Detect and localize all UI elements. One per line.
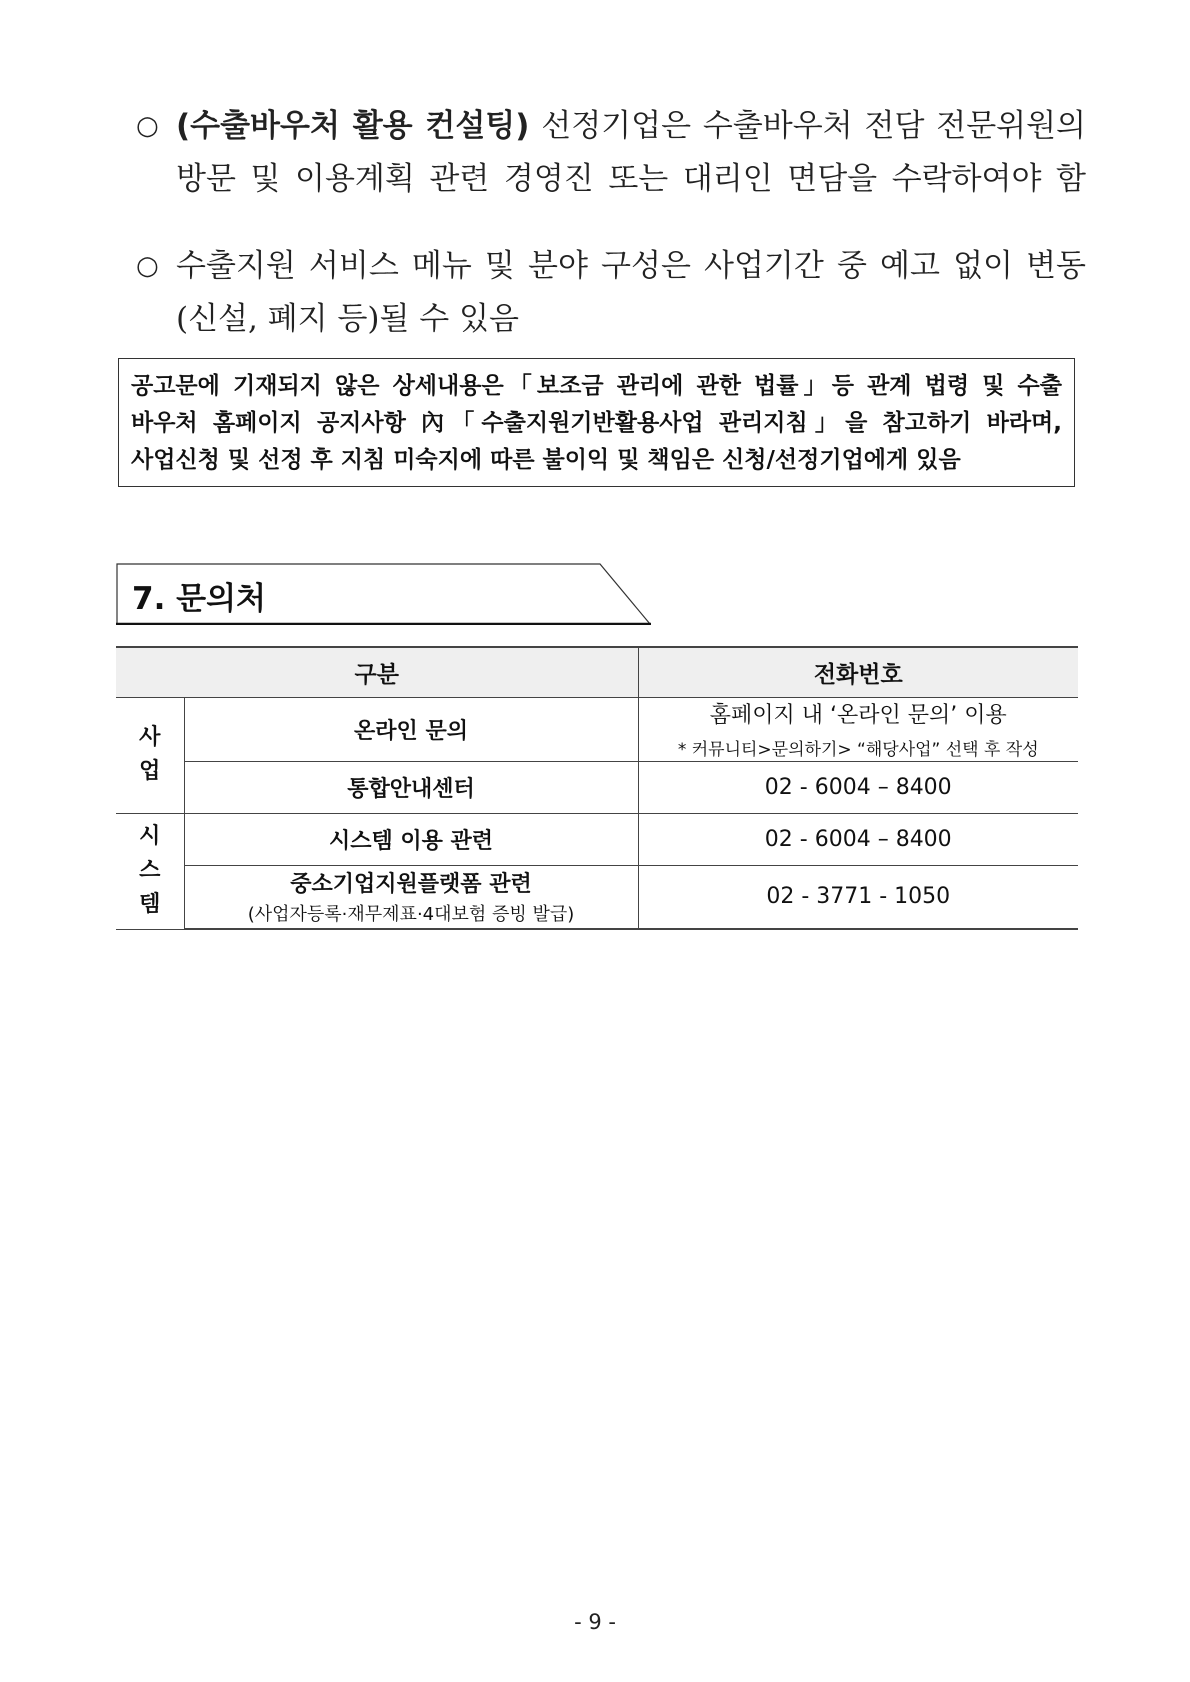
contact-phone: 02 - 6004 – 8400	[638, 813, 1078, 865]
header-category: 구분	[116, 647, 638, 697]
table-row	[116, 865, 1078, 929]
bullet-bold-heading: (수출바우처 활용 컨설팅)	[176, 108, 530, 144]
notice-line: 사업신청 및 선정 후 지침 미숙지에 따른 불이익 및 책임은 신청/선정기업에게 있음	[131, 447, 961, 473]
contact-note: * 커뮤니티>문의하기> “해당사업” 선택 후 작성	[677, 740, 1039, 760]
table-row	[116, 697, 1078, 761]
header-phone: 전화번호	[638, 647, 1078, 697]
group-label-business: 사 업	[116, 697, 184, 813]
bullet-mark: ○	[136, 251, 159, 281]
contact-phone: 02 - 3771 - 1050	[638, 865, 1078, 929]
contact-phone-cell	[638, 697, 1078, 761]
bullet-service-change	[136, 240, 1086, 346]
table-row	[116, 761, 1078, 813]
bullet-line	[136, 100, 1086, 153]
bullet-line: 수출지원 서비스 메뉴 및 분야 구성은 사업기간 중 예고 없이 변동	[176, 248, 1086, 284]
table-row	[116, 813, 1078, 865]
bullet-text: 선정기업은 수출바우처 전담 전문위원의	[529, 108, 1086, 144]
contact-phone: 홈페이지 내 ‘온라인 문의’ 이용	[709, 703, 1007, 728]
contact-table	[116, 646, 1078, 930]
notice-box	[118, 358, 1075, 487]
table-header-row	[116, 647, 1078, 697]
contact-name: 시스템 이용 관련	[184, 813, 638, 865]
bullet-mark: ○	[136, 111, 159, 141]
contact-name: 온라인 문의	[184, 697, 638, 761]
contact-phone: 02 - 6004 – 8400	[638, 761, 1078, 813]
contact-name: 중소기업지원플랫폼 관련	[290, 872, 532, 898]
bullet-line: 방문 및 이용계획 관련 경영진 또는 대리인 면담을 수락하여야 함	[176, 161, 1086, 197]
page-number: - 9 -	[574, 1610, 616, 1634]
notice-line: 공고문에 기재되지 않은 상세내용은「보조금 관리에 관한 법률」등 관계 법령 및 수출	[131, 373, 1062, 399]
section-title: 7. 문의처	[132, 581, 266, 617]
bullet-consulting	[136, 100, 1086, 206]
bullet-line: (신설, 폐지 등)될 수 있음	[176, 301, 519, 337]
section-heading	[116, 563, 651, 625]
contact-name: 통합안내센터	[184, 761, 638, 813]
group-label-system: 시 스 템	[116, 813, 184, 929]
contact-subnote: (사업자등록·재무제표·4대보험 증빙 발급)	[247, 904, 575, 926]
notice-line: 바우처 홈페이지 공지사항 內「수출지원기반활용사업 관리지침」을 참고하기 바라며,	[131, 410, 1062, 436]
contact-name-cell	[184, 865, 638, 929]
